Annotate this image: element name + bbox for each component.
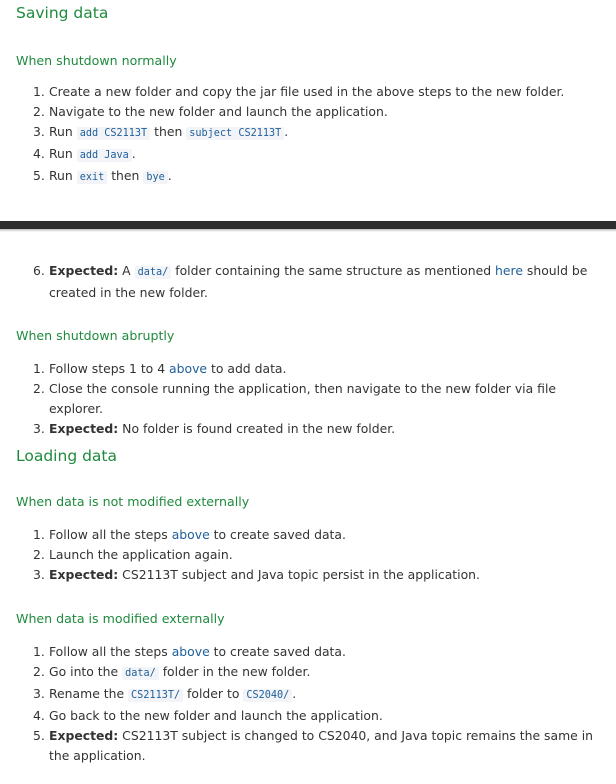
page-break-divider	[0, 221, 616, 229]
not-modified-list	[0, 525, 616, 585]
code-add-cs2113t: add CS2113T	[77, 127, 150, 140]
above-link[interactable]: above	[171, 527, 210, 542]
list-item: 3. Expected: No folder is found created in the new folder.	[33, 421, 396, 436]
shutdown-normally-heading: When shutdown normally	[16, 53, 177, 68]
list-item: 2. Close the console running the application, then navigate to the new folder via file explorer.	[33, 381, 557, 416]
code-data-folder: data/	[122, 667, 159, 680]
code-exit: exit	[77, 171, 108, 184]
list-item: 4. Run add Java .	[33, 146, 136, 161]
modified-heading: When data is modified externally	[16, 611, 225, 626]
modified-list	[0, 642, 616, 766]
shutdown-abruptly-heading: When shutdown abruptly	[16, 328, 175, 343]
code-subject-cs2113t: subject CS2113T	[186, 127, 284, 140]
loading-data-heading: Loading data	[16, 447, 117, 465]
code-add-java: add Java	[77, 149, 132, 162]
list-item: 4. Go back to the new folder and launch the application.	[33, 708, 383, 723]
list-item: 3. Expected: CS2113T subject and Java topic persist in the application.	[33, 567, 480, 582]
list-item: 3. Run add CS2113T then subject CS2113T .	[33, 124, 289, 139]
not-modified-heading: When data is not modified externally	[16, 494, 250, 509]
shutdown-normally-list	[0, 82, 616, 188]
list-item: 2. Navigate to the new folder and launch the application.	[33, 104, 388, 119]
list-item: 2. Go into the data/ folder in the new folder.	[33, 664, 311, 679]
list-item: 1. Follow all the steps above to create saved data.	[33, 644, 346, 659]
code-bye: bye	[143, 171, 167, 184]
shutdown-abruptly-list	[0, 359, 616, 439]
code-cs2040-folder: CS2040/	[243, 689, 292, 702]
code-cs2113t-folder: CS2113T/	[128, 689, 183, 702]
code-data-folder: data/	[135, 266, 172, 279]
list-item: 1. Follow all the steps above to create saved data.	[33, 527, 346, 542]
list-item: 1. Follow steps 1 to 4 above to add data.	[33, 361, 287, 376]
list-item: 3. Rename the CS2113T/ folder to CS2040/ .	[33, 686, 297, 701]
list-item: 2. Launch the application again.	[33, 547, 233, 562]
list-item: 1. Create a new folder and copy the jar file used in the above steps to the new folder.	[33, 84, 565, 99]
shutdown-normally-list-continued	[0, 261, 616, 303]
above-link[interactable]: above	[169, 361, 208, 376]
here-link[interactable]: here	[495, 263, 523, 278]
list-item: 5. Expected: CS2113T subject is changed to CS2040, and Java topic remains the same in the application.	[33, 728, 594, 763]
above-link[interactable]: above	[171, 644, 210, 659]
page-break-shadow	[0, 229, 616, 232]
list-item: 5. Run exit then bye .	[33, 168, 172, 183]
saving-data-heading: Saving data	[16, 4, 109, 22]
list-item: 6. Expected: A data/ folder containing the same structure as mentioned here should be created in the new folder.	[33, 263, 588, 300]
